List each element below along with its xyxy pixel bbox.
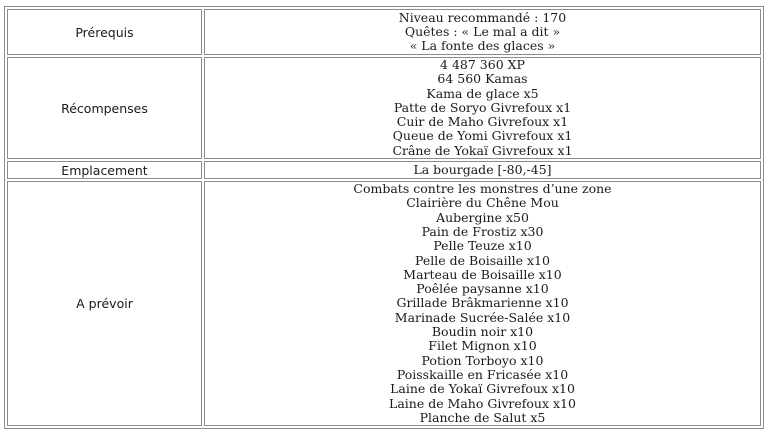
to-prepare-line: Aubergine x50	[436, 209, 529, 225]
to-prepare-label: A prévoir	[7, 181, 202, 426]
to-prepare-line: Pelle Teuze x10	[433, 238, 532, 254]
reward-line: Patte de Soryo Givrefoux x1	[393, 99, 572, 115]
to-prepare-value	[204, 181, 761, 426]
location-row	[7, 161, 761, 179]
quest-info-table	[4, 6, 764, 429]
reward-line: 64 560 Kamas	[437, 71, 528, 87]
prerequisite-line: Quêtes : « Le mal a dit »	[404, 23, 561, 39]
to-prepare-line: Combats contre les monstres d’une zone	[353, 181, 612, 197]
reward-line: Cuir de Maho Givrefoux x1	[396, 114, 569, 130]
prerequisite-line: « La fonte des glaces »	[409, 38, 556, 54]
location-value	[204, 161, 761, 179]
prerequisites-row	[7, 9, 761, 55]
location-label: Emplacement	[7, 161, 202, 179]
to-prepare-line: Boudin noir x10	[431, 324, 534, 340]
to-prepare-line: Pain de Frostiz x30	[421, 223, 544, 239]
to-prepare-line: Grillade Brâkmarienne x10	[396, 295, 569, 311]
rewards-label: Récompenses	[7, 57, 202, 159]
to-prepare-line: Poêlée paysanne x10	[416, 281, 549, 297]
to-prepare-line: Laine de Maho Givrefoux x10	[389, 395, 576, 411]
prerequisites-label: Prérequis	[7, 9, 202, 55]
to-prepare-line: Poisskaille en Fricasée x10	[396, 366, 569, 382]
reward-line: 4 487 360 XP	[440, 57, 525, 72]
reward-line: Kama de glace x5	[426, 85, 539, 101]
reward-line: Queue de Yomi Givrefoux x1	[392, 128, 573, 144]
rewards-row	[7, 57, 761, 159]
to-prepare-line: Pelle de Boisaille x10	[415, 252, 550, 268]
to-prepare-line: Planche de Salut x5	[419, 409, 546, 425]
to-prepare-line: Marteau de Boisaille x10	[403, 266, 562, 282]
to-prepare-line: Laine de Yokaï Givrefoux x10	[390, 381, 575, 397]
reward-line: Crâne de Yokaï Givrefoux x1	[392, 142, 573, 158]
rewards-value	[204, 57, 761, 159]
prerequisite-line: Niveau recommandé : 170	[398, 9, 567, 25]
location-line: La bourgade [-80,-45]	[413, 161, 552, 177]
to-prepare-line: Filet Mignon x10	[428, 338, 537, 354]
to-prepare-line: Potion Torboyo x10	[421, 352, 544, 368]
to-prepare-row	[7, 181, 761, 426]
prerequisites-value	[204, 9, 761, 55]
to-prepare-line: Clairière du Chêne Mou	[406, 195, 559, 211]
to-prepare-line: Marinade Sucrée-Salée x10	[394, 309, 571, 325]
